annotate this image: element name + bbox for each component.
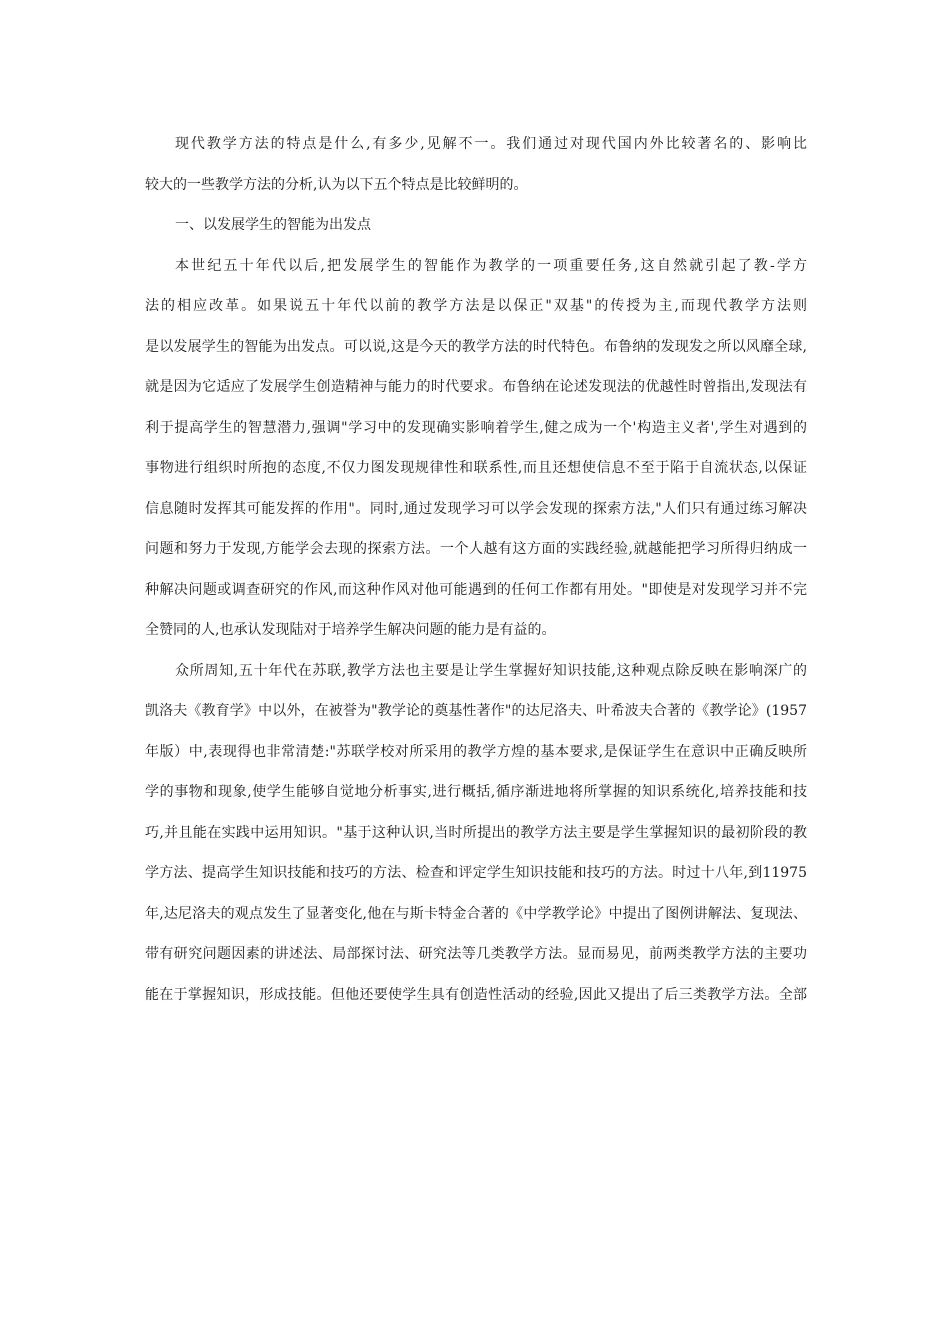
text-line: 本世纪五十年代以后,把发展学生的智能作为教学的一项重要任务,这自然就引起了教-学方 [175, 257, 807, 274]
text-line: 法的相应改革。如果说五十年代以前的教学方法是以保正"双基"的传授为主,而现代教学方法则 [145, 298, 807, 314]
text-line: 信息随时发挥其可能发挥的作用"。同时,通过发现学习可以学会发现的探索方法,"人们只有通过练习解决 [145, 500, 807, 517]
text-line: 能在于掌握知识，形成技能。但他还要使学生具有创造性活动的经验,因此又提出了后三类教学方法。全部 [145, 986, 807, 1003]
paragraph-intro [145, 124, 807, 205]
text-line: 年,达尼洛夫的观点发生了显著变化,他在与斯卡特金合著的《中学教学论》中提出了图例讲解法、复现法、 [145, 905, 807, 922]
text-line: 带有研究问题因素的讲述法、局部探讨法、研究法等几类教学方法。显而易见，前两类教学方法的主要功 [145, 946, 807, 962]
heading-line: 一、以发展学生的智能为出发点 [175, 217, 371, 233]
text-line: 凯洛夫《教育学》中以外，在被誉为"教学论的奠基性著作"的达尼洛夫、叶希波夫合著的《教学论》(1957 [145, 703, 807, 719]
text-line: 利于提高学生的智慧潜力,强调"学习中的发现确实影响着学生,健之成为一个'构造主义者',学生对遇到的 [145, 419, 807, 436]
text-line: 学方法、提高学生知识技能和技巧的方法、检查和评定学生知识技能和技巧的方法。时过十八年,到11975 [145, 865, 807, 881]
text-line: 全赞同的人,也承认发现陆对于培养学生解决问题的能力是有益的。 [145, 622, 556, 638]
section-heading [145, 205, 807, 246]
text-line: 是以发展学生的智能为出发点。可以说,这是今天的教学方法的时代特色。布鲁纳的发现发之所以风靡全球, [145, 338, 807, 355]
text-line: 现代教学方法的特点是什么,有多少,见解不一。我们通过对现代国内外比较著名的、影响比 [175, 136, 807, 152]
document-body [145, 124, 807, 1015]
paragraph-bruner [145, 246, 807, 651]
text-line: 较大的一些教学方法的分析,认为以下五个特点是比较鲜明的。 [145, 176, 528, 193]
text-line: 种解决问题或调查研究的作风,而这种作风对他可能遇到的任何工作都有用处。"即使是对发现学习并不完 [145, 581, 807, 598]
paragraph-soviet [145, 651, 807, 1016]
text-line: 学的事物和现象,使学生能够自觉地分析事实,进行概括,循序渐进地将所掌握的知识系统化,培养技能和技 [145, 784, 807, 800]
text-line: 就是因为它适应了发展学生创造精神与能力的时代要求。布鲁纳在论述发现法的优越性时曾指出,发现法有 [145, 379, 807, 395]
text-line: 年版）中,表现得也非常清楚:"苏联学校对所采用的教学方煌的基本要求,是保证学生在意识中正确反映所 [145, 743, 807, 760]
text-line: 事物进行组织时所抱的态度,不仅力图发现规律性和联系性,而且还想使信息不至于陷于自流状态,以保证 [145, 460, 807, 476]
text-line: 众所周知,五十年代在苏联,教学方法也主要是让学生掌握好知识技能,这种观点除反映在影响深广的 [175, 662, 807, 679]
text-line: 问题和努力于发现,方能学会去现的探索方法。一个人越有这方面的实践经验,就越能把学习所得归纳成一 [145, 541, 807, 557]
text-line: 巧,并且能在实践中运用知识。"基于这种认识,当时所提出的教学方法主要是学生掌握知识的最初阶段的教 [145, 824, 807, 841]
